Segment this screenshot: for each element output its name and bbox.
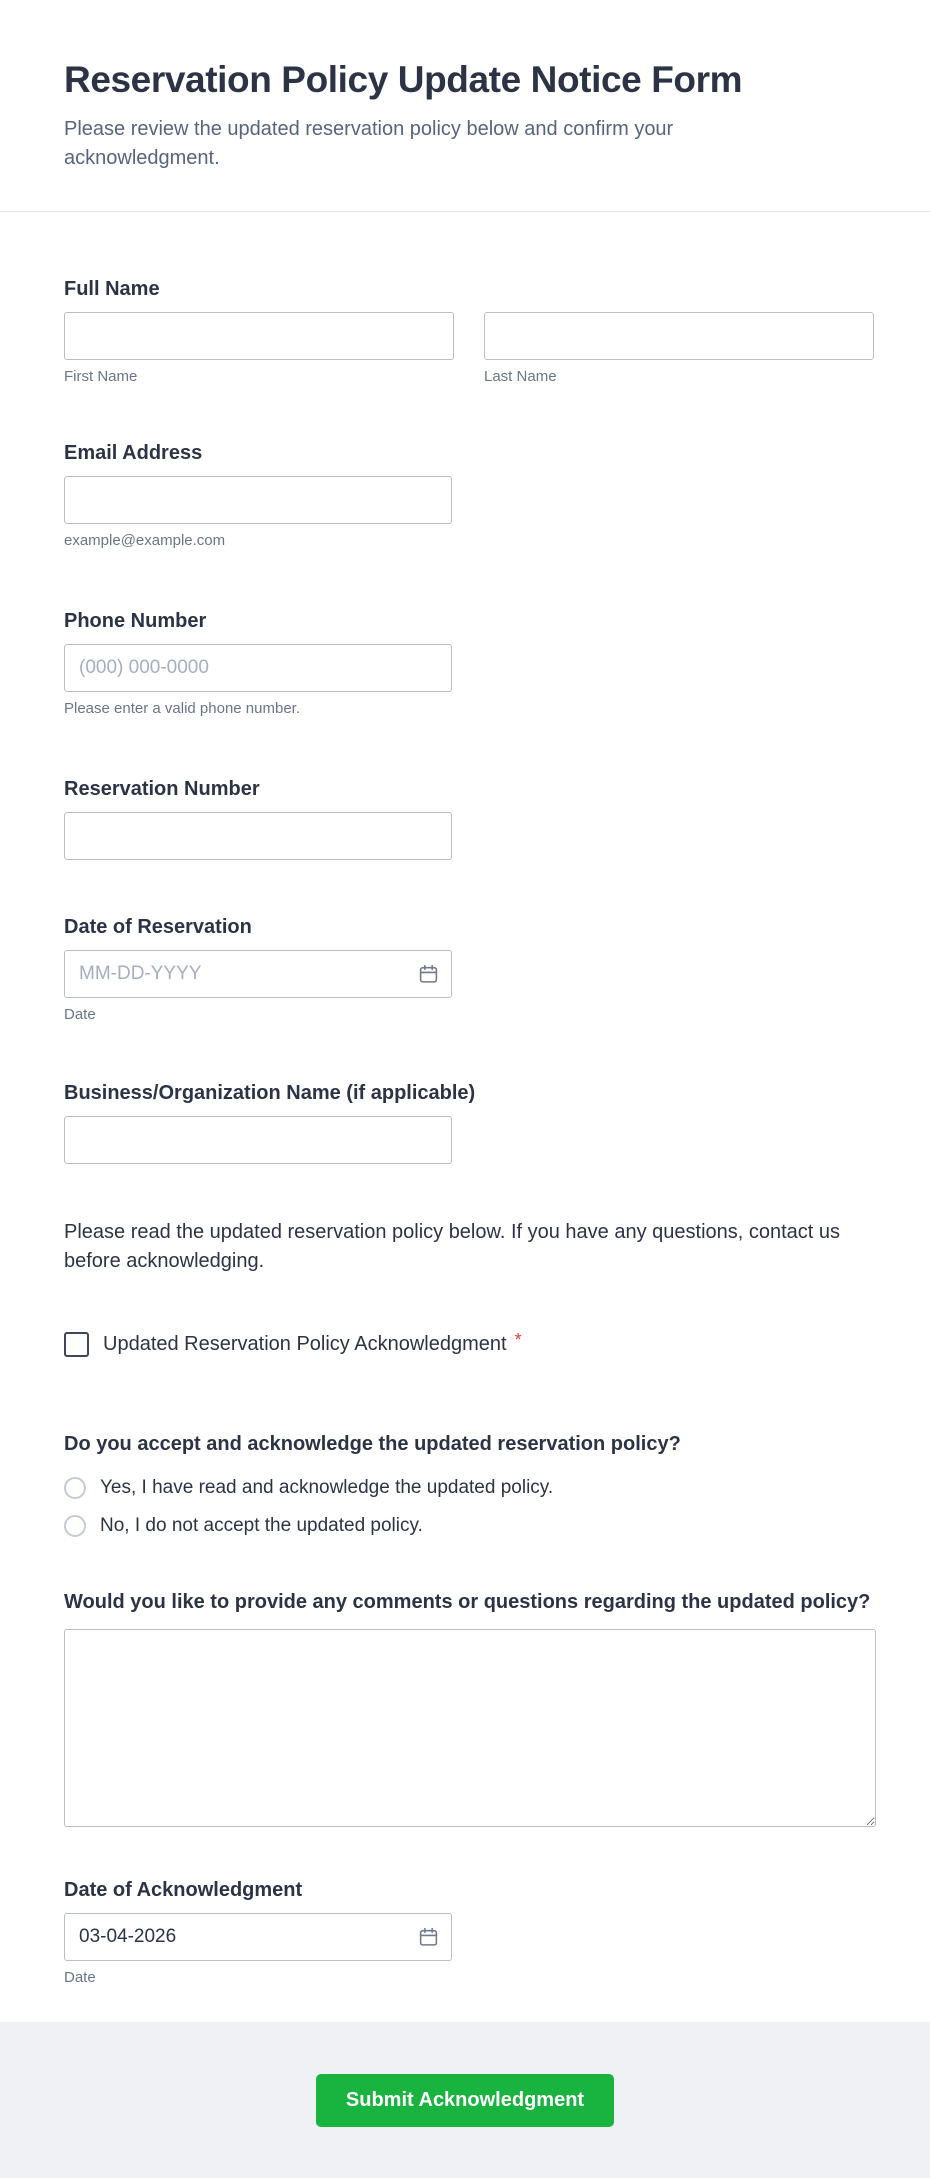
reservation-number-label: Reservation Number <box>64 778 260 800</box>
first-name-sublabel: First Name <box>64 368 138 385</box>
accept-question-label: Do you accept and acknowledge the updated reservation policy? <box>64 1433 681 1455</box>
reservation-number-input[interactable] <box>64 812 452 860</box>
calendar-icon[interactable] <box>418 964 439 985</box>
last-name-col <box>484 312 874 386</box>
email-label: Email Address <box>64 442 203 464</box>
policy-note-text: Please read the updated reservation policy below. If you have any questions, contact us before acknowledging. <box>64 1221 841 1272</box>
ack-date-wrap <box>64 1913 452 1961</box>
business-name-input[interactable] <box>64 1116 452 1164</box>
acknowledgment-checkbox-label: Updated Reservation Policy Acknowledgment <box>103 1333 507 1355</box>
full-name-row <box>64 312 876 386</box>
reservation-date-input[interactable] <box>64 950 452 998</box>
phone-label: Phone Number <box>64 610 207 632</box>
field-email <box>64 440 876 550</box>
field-reservation-number <box>64 776 876 860</box>
first-name-col <box>64 312 454 386</box>
radio-yes-label: Yes, I have read and acknowledge the updated policy. <box>100 1477 554 1498</box>
radio-yes-button[interactable] <box>64 1477 86 1499</box>
full-name-label: Full Name <box>64 278 160 300</box>
field-ack-date <box>64 1877 876 1987</box>
comments-label: Would you like to provide any comments or questions regarding the updated policy? <box>64 1591 871 1613</box>
email-input[interactable] <box>64 476 452 524</box>
reservation-date-wrap <box>64 950 452 998</box>
form-subtitle: Please review the updated reservation policy below and confirm your acknowledgment. <box>64 118 674 169</box>
reservation-date-label: Date of Reservation <box>64 916 252 938</box>
last-name-input[interactable] <box>484 312 874 360</box>
form-title: Reservation Policy Update Notice Form <box>64 59 743 100</box>
ack-date-sublabel: Date <box>64 1969 96 1986</box>
business-name-label: Business/Organization Name (if applicable) <box>64 1082 476 1104</box>
form-body <box>0 212 930 2022</box>
calendar-icon[interactable] <box>418 1927 439 1948</box>
last-name-sublabel: Last Name <box>484 368 557 385</box>
phone-sublabel: Please enter a valid phone number. <box>64 700 300 717</box>
phone-input[interactable] <box>64 644 452 692</box>
reservation-date-sublabel: Date <box>64 1006 96 1023</box>
acknowledgment-checkbox[interactable] <box>64 1332 89 1357</box>
form-footer <box>0 2022 930 2178</box>
submit-button[interactable]: Submit Acknowledgment <box>316 2074 614 2127</box>
radio-no-button[interactable] <box>64 1515 86 1537</box>
ack-date-input[interactable] <box>64 1913 452 1961</box>
first-name-input[interactable] <box>64 312 454 360</box>
field-full-name <box>64 276 876 386</box>
radio-option-no[interactable] <box>64 1511 876 1541</box>
radio-option-yes[interactable] <box>64 1473 876 1503</box>
field-accept-question <box>64 1431 876 1541</box>
form-header <box>0 0 930 211</box>
radio-no-label: No, I do not accept the updated policy. <box>100 1515 423 1536</box>
field-comments <box>64 1589 876 1827</box>
field-phone <box>64 608 876 718</box>
acknowledgment-checkbox-row[interactable] <box>64 1332 876 1357</box>
field-reservation-date <box>64 914 876 1024</box>
required-asterisk: * <box>514 1330 522 1350</box>
email-sublabel: example@example.com <box>64 532 226 549</box>
comments-textarea[interactable] <box>64 1629 876 1827</box>
ack-date-label: Date of Acknowledgment <box>64 1879 303 1901</box>
field-business-name <box>64 1080 876 1164</box>
